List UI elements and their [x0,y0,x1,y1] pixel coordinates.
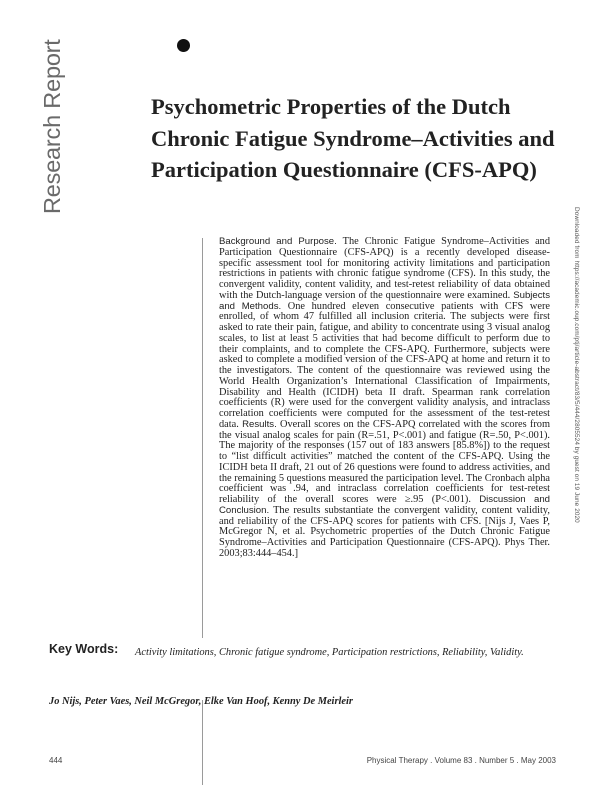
vertical-rule-top [202,238,203,638]
page-number: 444 [49,756,63,765]
abstract-subjects-text: One hundred eleven consecutive patients with CFS were enrolled, of whom 47 fulfilled all inclusion criteria. The subjects were first asked to rate their pain, fatigue, and ability to concentrate using 3 visual analog scales, to list at least 5 activities that had become difficult to perform due to their complaints, and to complete the CFS-APQ. Furthermore, subjects were asked to complete a modified version of the CFS-APQ at home and return it to the investigators. The content of the questionnaire was reviewed using the World Health Organization’s International Classification of Impairments, Disability and Health (ICIDH) beta II draft. Spearman rank correlation coefficients (R) were used for the convergent validity analysis, and intraclass correlation coefficients were computed for the assessment of the test-retest data. [219,300,550,430]
abstract-results-heading: Results. [242,418,277,430]
abstract-background-text: The Chronic Fatigue Syndrome–Activities and Participation Questionnaire (CFS-APQ) is a recently developed disease-specific assessment tool for monitoring activity limitations and participation restrictions in patients with chronic fatigue syndrome (CFS). In this study, the convergent validity, content validity, and test-retest reliability of data obtained with the Dutch-language version of the questionnaire were examined. [219,236,551,301]
keywords-label: Key Words: [49,642,119,656]
abstract [219,237,550,560]
journal-footer: Physical Therapy . Volume 83 . Number 5 . May 2003 [366,756,556,765]
abstract-subjects-heading: Subjects and Methods. [219,289,550,312]
abstract-background-heading: Background and Purpose. [219,236,337,247]
article-title: Psychometric Properties of the Dutch Chronic Fatigue Syndrome–Activities and Participation Questionnaire (CFS-APQ) [151,94,555,182]
abstract-discussion-heading: Discussion and Conclusion. [219,494,550,516]
author-list: Jo Nijs, Peter Vaes, Neil McGregor, Elke Van Hoof, Kenny De Meirleir [49,696,353,707]
section-label: Research Report [39,39,65,214]
vertical-rule-bottom [202,700,203,785]
keywords-list: Activity limitations, Chronic fatigue syndrome, Participation restrictions, Reliability, Validity. [135,647,524,658]
abstract-discussion-text: The results substantiate the convergent validity, content validity, and reliability of the CFS-APQ scores for patients with CFS. [Nijs J, Vaes P, McGregor N, et al. Psychometric properties of the Dutch Chronic Fatigue Syndrome–Activities and Participation Questionnaire (CFS-APQ). Phys Ther. 2003;83:444–454.] [219,504,550,559]
bullet-marker [177,39,190,52]
abstract-results-text: Overall scores on the CFS-APQ correlated with the scores from the visual analog scales for pain (R=.51, P<.001) and fatigue (R=.50, P<.001). The majority of the responses (157 out of 183 answers [85.8%]) to the request to “list difficult activities” matched the content of the CFS-APQ. Using the ICIDH beta II draft, 21 out of 26 questions were found to address activities, and the remaining 5 questions measured the participation level. The Cronbach alpha coefficient was .94, and intraclass correlation coefficients for test-retest reliability of the overall scores were ≥.95 (P<.001). [219,418,550,505]
download-watermark: Downloaded from https://academic.oup.com/ptj/article-abstract/83/5/444/2805524 by guest on 19 June 2020 [573,207,580,523]
